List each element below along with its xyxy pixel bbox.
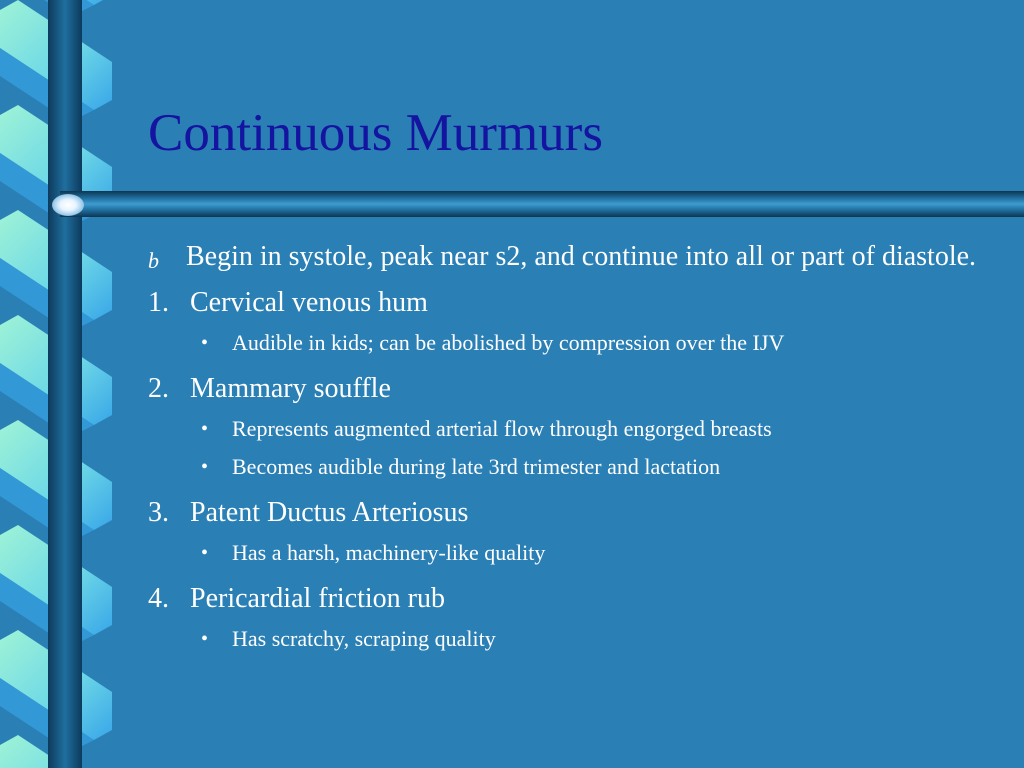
bullet-dot-icon: •: [201, 418, 209, 440]
numbered-item: [148, 580, 1008, 618]
item-label: Mammary souffle: [190, 373, 391, 404]
sub-bullet: [148, 450, 1008, 484]
ribbon-decoration: [0, 0, 115, 768]
sub-bullet: [148, 412, 1008, 446]
sub-bullet-group: [148, 536, 1008, 570]
item-number: 1.: [148, 287, 169, 318]
title-divider: [60, 191, 1024, 217]
intro-text: Begin in systole, peak near s2, and continue into all or part of diastole.: [186, 241, 977, 272]
numbered-item: [148, 284, 1008, 322]
ribbon-pole: [48, 0, 82, 768]
bullet-dot-icon: •: [201, 332, 209, 354]
intro-bullet: [148, 238, 1008, 276]
item-number: 3.: [148, 497, 169, 528]
sub-bullet-text: Represents augmented arterial flow through engorged breasts: [232, 416, 772, 441]
sub-bullet-group: [148, 622, 1008, 656]
item-label: Pericardial friction rub: [190, 583, 446, 614]
sub-bullet: [148, 536, 1008, 570]
slide-title: Continuous Murmurs: [148, 104, 603, 162]
sub-bullet-group: [148, 412, 1008, 484]
bullet-icon: b: [148, 248, 159, 273]
divider-knob: [52, 194, 84, 216]
numbered-item: [148, 494, 1008, 532]
sub-bullet: [148, 326, 1008, 360]
bullet-dot-icon: •: [201, 628, 209, 650]
sub-bullet-text: Becomes audible during late 3rd trimester and lactation: [232, 454, 721, 479]
bullet-dot-icon: •: [201, 456, 209, 478]
bullet-dot-icon: •: [201, 542, 209, 564]
numbered-list: [148, 284, 1008, 656]
sub-bullet: [148, 622, 1008, 656]
numbered-item: [148, 370, 1008, 408]
sub-bullet-text: Has a harsh, machinery-like quality: [232, 540, 546, 565]
sub-bullet-text: Audible in kids; can be abolished by compression over the IJV: [232, 330, 785, 355]
sub-bullet-group: [148, 326, 1008, 360]
sub-bullet-text: Has scratchy, scraping quality: [232, 626, 496, 651]
item-label: Cervical venous hum: [190, 287, 428, 318]
slide-body: [148, 238, 1008, 666]
item-number: 4.: [148, 583, 169, 614]
item-label: Patent Ductus Arteriosus: [190, 497, 469, 528]
item-number: 2.: [148, 373, 169, 404]
